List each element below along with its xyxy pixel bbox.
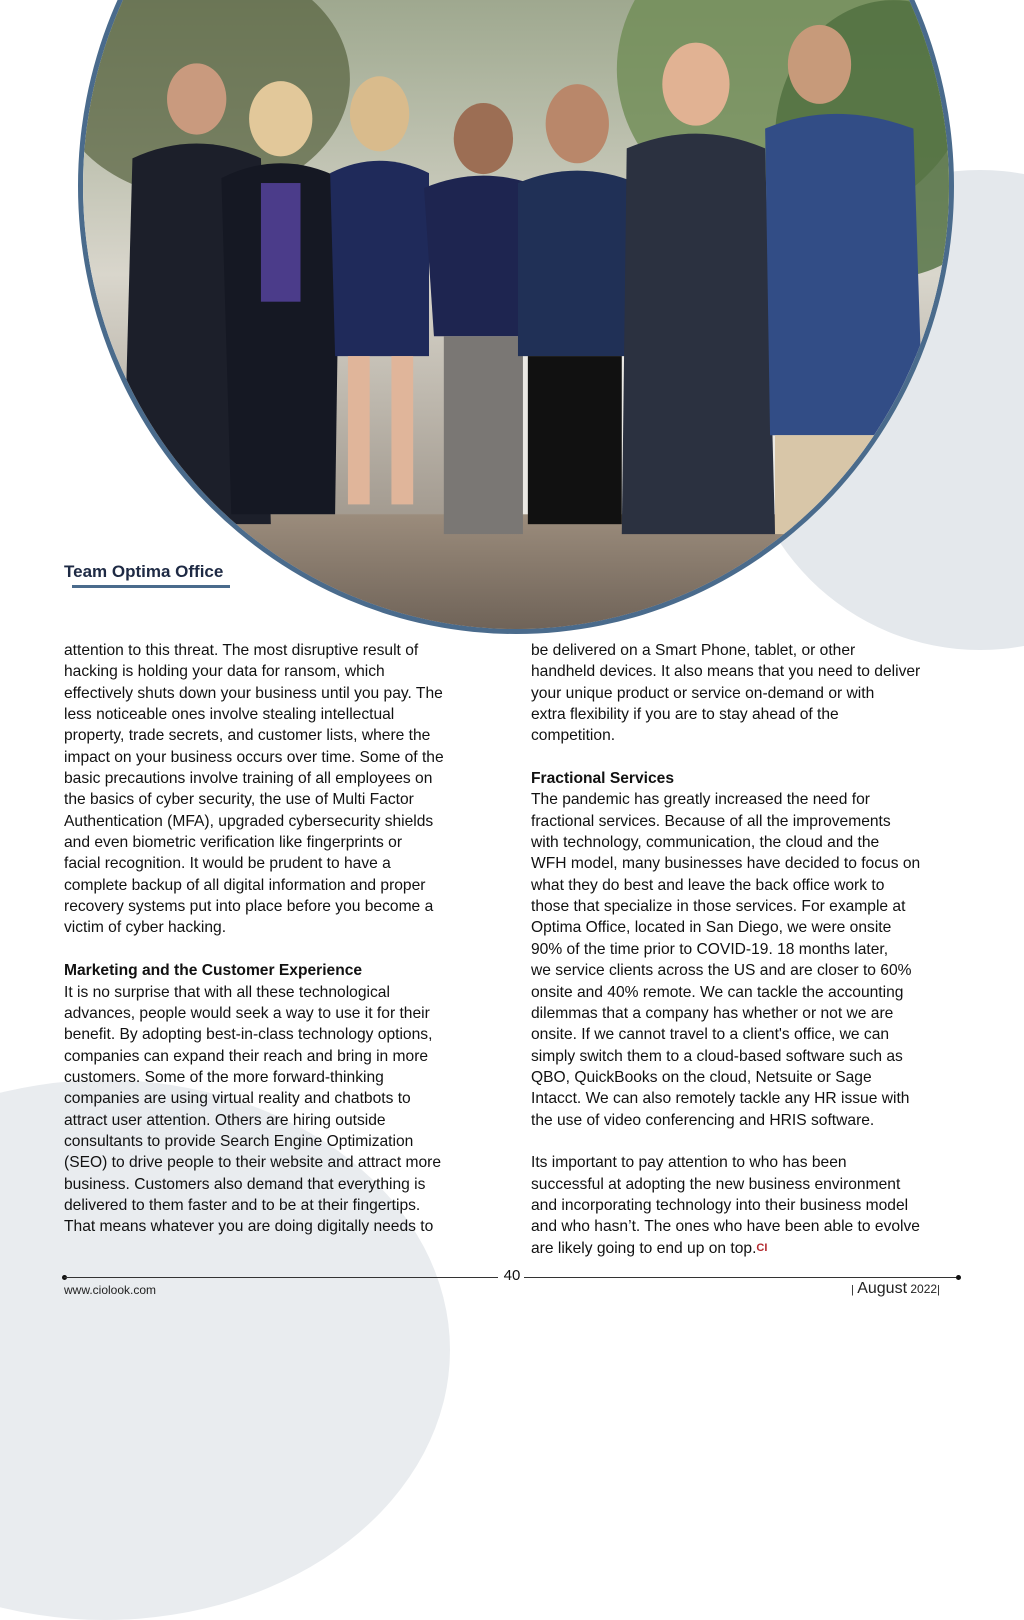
article-column-left [64, 640, 496, 1238]
footer-rule [64, 1277, 498, 1278]
section-heading: Fractional Services [531, 770, 675, 788]
issue-year: 2022 [910, 1282, 938, 1296]
website-link[interactable]: www.ciolook.com [64, 1283, 157, 1297]
paragraph: attention to this threat. The most disruptive result of hacking is holding your data for ransom, which effectively shuts down your business until you pay. The less noticeable ones involve stealing intellectual property, trade secrets, and customer lists, where the impact on your business occurs over time. Some of the basic precautions involve training of all employees on the basics of cyber security, the use of Multi Factor Authentication (MFA), upgraded cybersecurity shields and even biometric verification like fingerprints or facial recognition. It would be prudent to have a complete backup of all digital information and proper recovery systems put into place before you become a victim of cyber hacking. [64, 642, 444, 937]
paragraph: be delivered on a Smart Phone, tablet, or other handheld devices. It also means that you need to deliver your unique product or service on-demand or with extra flexibility if you are to stay ahead of the competition. [531, 642, 921, 745]
page-number: 40 [503, 1267, 521, 1284]
end-mark-icon: CI [756, 1241, 768, 1254]
footer-dot [956, 1275, 961, 1280]
paragraph: It is no surprise that with all these technological advances, people would seek a way to use it for their benefit. By adopting best-in-class technology options, companies can expand their reach and bring in more customers. Some of the more forward-thinking companies are using virtual reality and chatbots to attract user attention. Others are hiring outside consultants to provide Search Engine Optimization (SEO) to drive people to their website and attract more business. Customers also demand that everything is delivered to them faster and to be at their fingertips. That means whatever you are doing digitally needs to [64, 983, 442, 1236]
photo-caption: Team Optima Office [64, 562, 224, 581]
paragraph: Its important to pay attention to who has been successful at adopting the new business environment and incorporating technology into their business model and who hasn’t. The ones who have been able to evolve are likely going to end up on top. [531, 1154, 920, 1257]
footer-rule [524, 1277, 959, 1278]
section-heading: Marketing and the Customer Experience [64, 962, 363, 980]
paragraph: The pandemic has greatly increased the need for fractional services. Because of all the improvements with technology, communication, the cloud and the WFH model, many businesses have decided to focus on what they do best and leave the back office work to those that specialize in those services. For example at Optima Office, located in San Diego, we were onsite 90% of the time prior to COVID-19. 18 months later, we service clients across the US and are closer to 60% onsite and 40% remote. We can tackle the accounting dilemmas that a company has whether or not we are onsite. If we cannot travel to a client's office, we can simply switch them to a cloud-based software such as QBO, QuickBooks on the cloud, Netsuite or Sage Intacct. We can also remotely tackle any HR issue with the use of video conferencing and HRIS software. [531, 791, 921, 1129]
article-column-right [531, 640, 963, 1259]
issue-month: August [857, 1280, 908, 1297]
caption-underline [72, 585, 230, 588]
issue-date: | August 2022| [851, 1280, 940, 1297]
